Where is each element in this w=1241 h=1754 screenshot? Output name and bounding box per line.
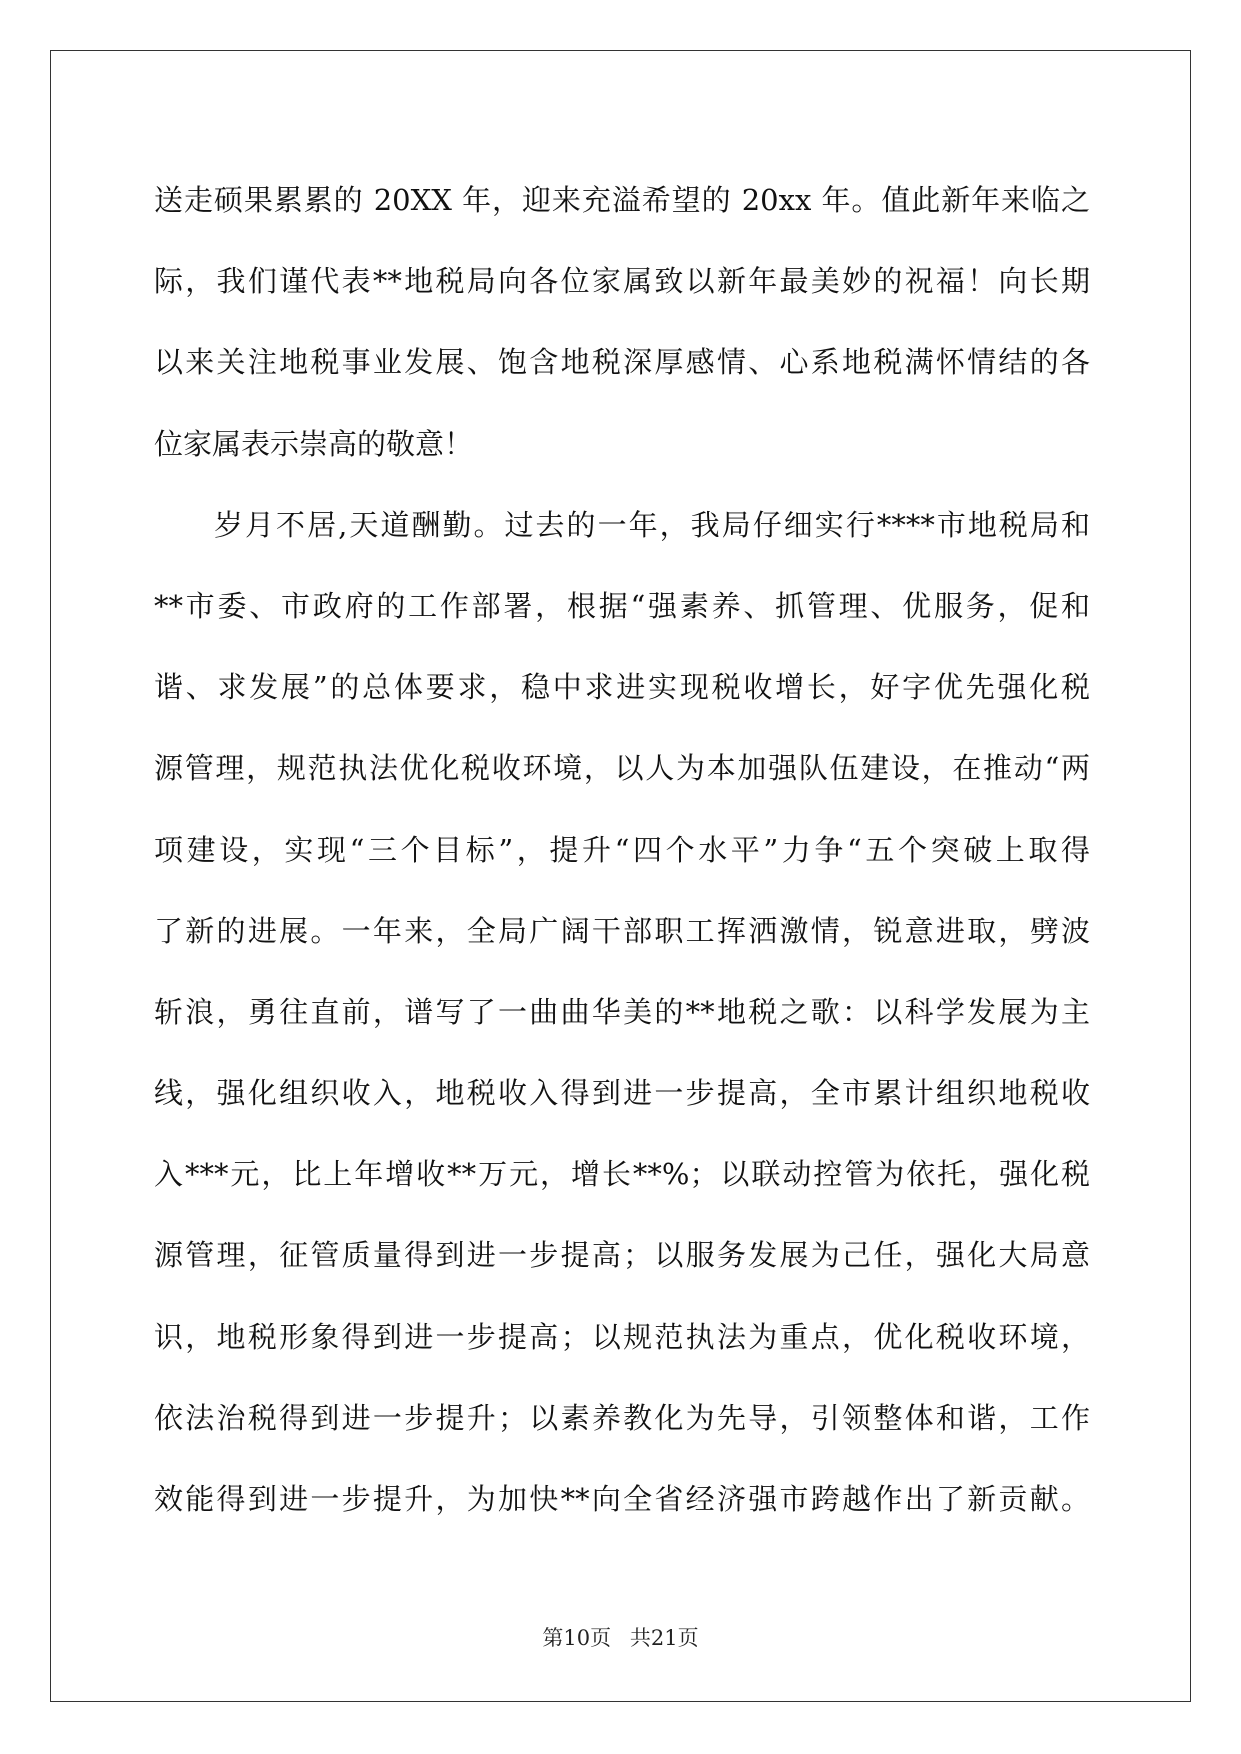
text-line: 依法治税得到进一步提升；以素养教化为先导，引领整体和谐，工作 <box>154 1400 1090 1435</box>
text-line: 入***元，比上年增收**万元，增长**%；以联动控管为依托，强化税 <box>154 1157 1090 1192</box>
text-line: **市委、市政府的工作部署，根据“强素养、抓管理、优服务，促和 <box>154 588 1090 623</box>
page-total: 共21页 <box>629 1626 699 1650</box>
text-line: 源管理，规范执法优化税收环境，以人为本加强队伍建设，在推动“两 <box>154 751 1090 786</box>
text-line: 际，我们谨代表**地税局向各位家属致以新年最美妙的祝福！向长期 <box>154 264 1090 299</box>
text-line: 效能得到进一步提升，为加快**向全省经济强市跨越作出了新贡献。 <box>154 1482 1090 1516</box>
text-line: 以来关注地税事业发展、饱含地税深厚感情、心系地税满怀情结的各 <box>154 345 1090 380</box>
paragraph-2 <box>154 485 1090 1540</box>
page-footer <box>0 1622 1241 1652</box>
paragraph-1 <box>154 160 1090 485</box>
page-number: 第10页 <box>542 1626 612 1650</box>
document-body <box>154 160 1090 1540</box>
text-line: 送走硕果累累的 20XX 年，迎来充溢希望的 20xx 年。值此新年来临之 <box>154 183 1090 217</box>
text-line: 位家属表示崇高的敬意！ <box>154 426 474 461</box>
text-line: 源管理，征管质量得到进一步提高；以服务发展为己任，强化大局意 <box>154 1238 1090 1273</box>
text-line: 岁月不居,天道酬勤。过去的一年，我局仔细实行****市地税局和 <box>214 507 1090 542</box>
text-line: 线，强化组织收入，地税收入得到进一步提高，全市累计组织地税收 <box>154 1076 1090 1111</box>
text-line: 项建设，实现“三个目标”，提升“四个水平”力争“五个突破上取得 <box>154 832 1090 867</box>
text-line: 了新的进展。一年来，全局广阔干部职工挥洒激情，锐意进取，劈波 <box>154 913 1090 948</box>
text-line: 识，地税形象得到进一步提高；以规范执法为重点，优化税收环境， <box>154 1319 1090 1354</box>
text-line: 谐、求发展”的总体要求，稳中求进实现税收增长，好字优先强化税 <box>154 670 1090 705</box>
text-line: 斩浪，勇往直前，谱写了一曲曲华美的**地税之歌：以科学发展为主 <box>154 994 1090 1029</box>
